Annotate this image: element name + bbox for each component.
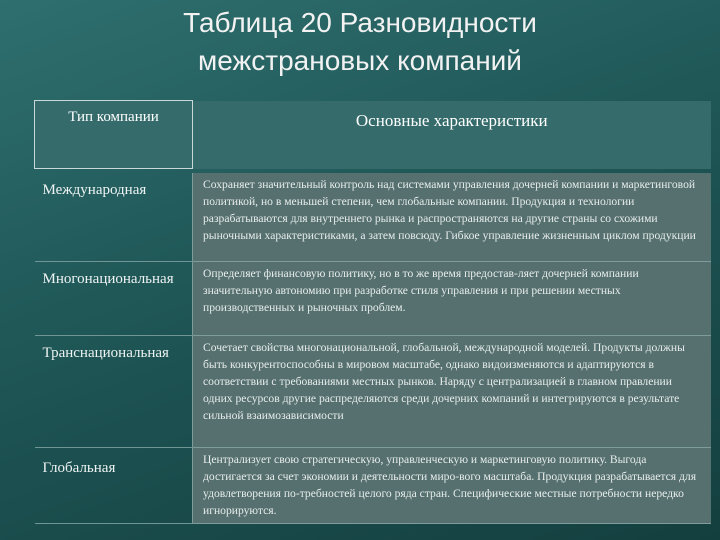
characteristics-cell: Определяет финансовую политику, но в то же время предостав-ляет дочерней компании значительную автономию при разработке стиля управления и при решении местных производственных и рыночных проблем. — [193, 261, 711, 335]
company-type-cell: Глобальная — [35, 447, 193, 523]
characteristics-cell: Сохраняет значительный контроль над системами управления дочерней компании и маркетинговой политикой, но в меньшей степени, чем глобальные компании. Продукция и технологии разрабатываются для внутреннего рынка и распространяются на другие страны со схожими рыночными характеристиками, а затем повсюду. Гибкое управление жизненным циклом продукции — [193, 173, 711, 261]
company-type-cell: Многонациональная — [35, 261, 193, 335]
table-row — [35, 447, 711, 523]
table-row — [35, 335, 711, 447]
characteristics-cell: Централизует свою стратегическую, управленческую и маркетинговую политику. Выгода достигается за счет экономии и деятельности миро-вого масштаба. Продукция разрабатывается для удовлетворения по-требностей целого ряда стран. Специфические местные потребности нередко игнорируются. — [193, 447, 711, 523]
company-type-cell: Международная — [35, 173, 193, 261]
slide-title-line-1: Таблица 20 Разновидности — [183, 7, 537, 38]
slide-title-line-2: межстрановых компаний — [198, 45, 522, 76]
company-types-table — [34, 100, 711, 524]
characteristics-cell: Сочетает свойства многонациональной, глобальной, международной моделей. Продукты должны быть конкурентоспособны в мировом масштабе, однако видоизменяются и адаптируются в соответствии с требованиями местных рынков. Наряду с централизацией в главном правлении одних ресурсов другие распределяются среди дочерних компаний и интегрируются в результате сильной взаимозависимости — [193, 335, 711, 447]
slide-title — [60, 4, 660, 80]
table-row — [35, 173, 711, 261]
company-type-cell: Транснациональная — [35, 335, 193, 447]
header-company-type: Тип компании — [35, 101, 193, 169]
table-header-row — [35, 101, 711, 169]
table-row — [35, 261, 711, 335]
header-characteristics: Основные характеристики — [193, 101, 711, 169]
